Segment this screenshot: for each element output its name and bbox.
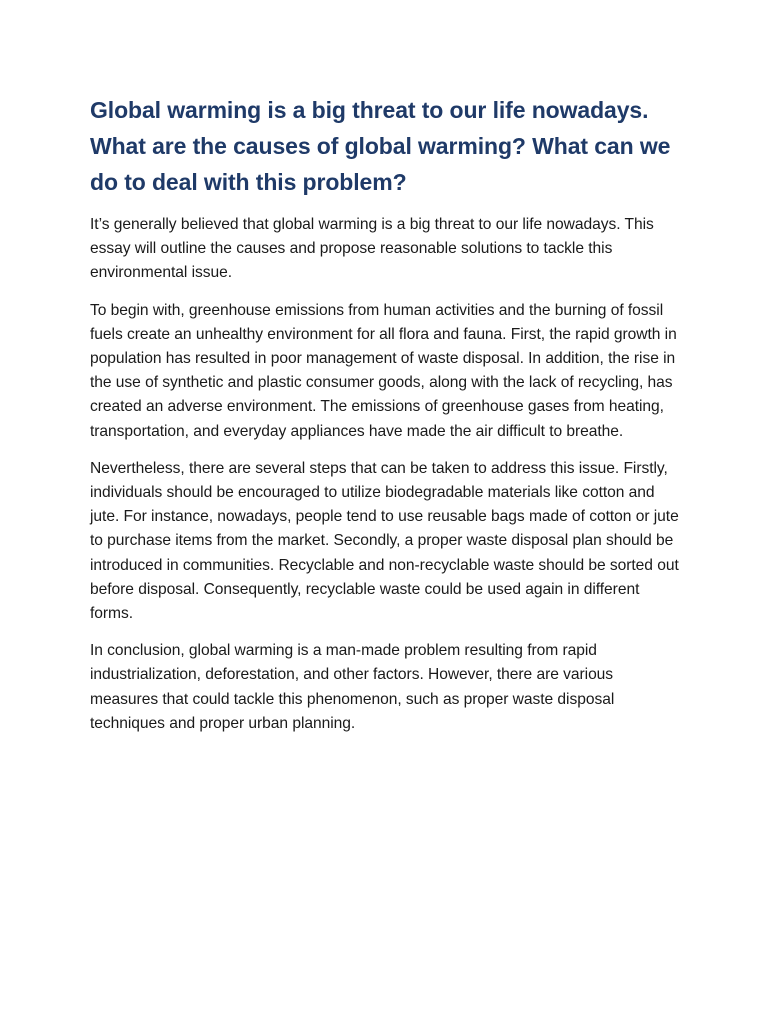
essay-title: Global warming is a big threat to our life nowadays. What are the causes of global warming? What can we do to deal with this problem? bbox=[90, 97, 671, 195]
paragraph-causes: To begin with, greenhouse emissions from human activities and the burning of fossil fuels create an unhealthy environment for all flora and fauna. First, the rapid growth in population has resulted in poor management of waste disposal. In addition, the rise in the use of synthetic and plastic consumer goods, along with the lack of recycling, has created an adverse environment. The emissions of greenhouse gases from heating, transportation, and everyday appliances have made the air difficult to breathe. bbox=[90, 301, 677, 440]
paragraph-introduction: It’s generally believed that global warming is a big threat to our life nowadays. This essay will outline the causes and propose reasonable solutions to tackle this environmental issue. bbox=[90, 216, 654, 282]
paragraph-solutions: Nevertheless, there are several steps that can be taken to address this issue. Firstly, individuals should be encouraged to utilize biodegradable materials like cotton and jute. For instance, nowadays, people tend to use reusable bags made of cotton or jute to purchase items from the market. Secondly, a proper waste disposal plan should be introduced in communities. Recyclable and non-recyclable waste should be sorted out before disposal. Consequently, recyclable waste could be used again in different forms. bbox=[90, 459, 679, 623]
paragraph-conclusion: In conclusion, global warming is a man-made problem resulting from rapid industrialization, deforestation, and other factors. However, there are various measures that could tackle this phenomenon, such as proper waste disposal techniques and proper urban planning. bbox=[90, 642, 615, 732]
